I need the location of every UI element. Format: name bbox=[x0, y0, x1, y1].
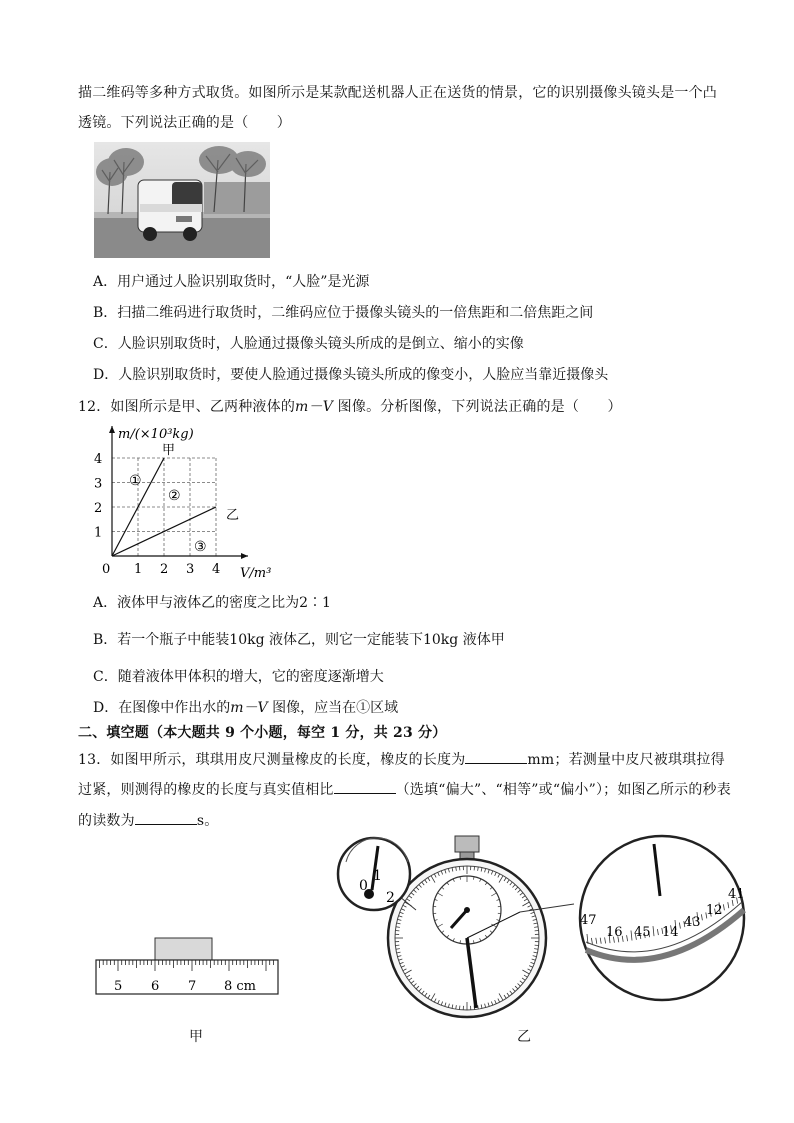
q13-l2-pre: 过紧，则测得的橡皮的长度与真实值相比 bbox=[78, 782, 334, 798]
q13-blank-length[interactable] bbox=[465, 751, 527, 764]
y-tick-label: 2 bbox=[94, 501, 103, 516]
q13-l1-pre: 13．如图甲所示，琪琪用皮尺测量橡皮的长度，橡皮的长度为 bbox=[78, 752, 466, 768]
intro-line-2: 透镜。下列说法正确的是（ ） bbox=[78, 115, 291, 131]
series-label-0: 甲 bbox=[162, 443, 176, 458]
q11-option-d: D．人脸识别取货时，要使人脸通过摄像头镜头所成的像变小，人脸应当靠近摄像头 bbox=[93, 367, 609, 383]
inset-left-label-1: 1 bbox=[373, 868, 382, 884]
q12-stem-math: m－V bbox=[295, 399, 334, 415]
ruler-label-6: 6 bbox=[151, 979, 160, 994]
q13-line-3 bbox=[78, 810, 218, 830]
q13-blank-stopwatch[interactable] bbox=[135, 812, 197, 825]
q13-l3-pre: 的读数为 bbox=[78, 813, 135, 829]
q13-l3-post: s。 bbox=[196, 813, 219, 829]
q12-mv-chart bbox=[88, 420, 298, 586]
inset-left-label-0: 0 bbox=[359, 878, 368, 894]
right-zoom-inset bbox=[580, 836, 744, 1000]
stopwatch-caption: 乙 bbox=[517, 1029, 531, 1045]
q12-option-d bbox=[93, 697, 398, 717]
inset-right-label-43: 43 bbox=[684, 915, 701, 930]
q13-l1-post: mm；若测量中皮尺被琪琪拉得 bbox=[527, 752, 725, 768]
x-tick-label: 3 bbox=[186, 562, 195, 577]
q12-stem bbox=[78, 396, 622, 416]
q13-line-1 bbox=[78, 749, 725, 769]
stopwatch-figure bbox=[336, 832, 750, 1028]
x-axis-arrow bbox=[241, 553, 248, 559]
q11-option-c: C．人脸识别取货时，人脸通过摄像头镜头所成的是倒立、缩小的实像 bbox=[93, 336, 524, 352]
y-tick-label: 4 bbox=[94, 452, 103, 467]
ruler-caption: 甲 bbox=[189, 1029, 203, 1045]
inset-right-label-12: 12 bbox=[706, 903, 723, 918]
q12-option-b: B．若一个瓶子中能装10kg 液体乙，则它一定能装下10kg 液体甲 bbox=[93, 632, 505, 648]
inset-right-label-45: 45 bbox=[634, 925, 651, 940]
x-tick-label: 1 bbox=[134, 562, 143, 577]
x-tick-label: 0 bbox=[102, 562, 111, 577]
inset-left-label-2: 2 bbox=[386, 890, 395, 906]
q13-blank-compare[interactable] bbox=[334, 781, 396, 794]
section-2-title: 二、填空题（本大题共 9 个小题，每空 1 分，共 23 分） bbox=[78, 725, 447, 741]
intro-line-1: 描二维码等多种方式取货。如图所示是某款配送机器人正在送货的情景，它的识别摄像头镜头是一个凸 bbox=[78, 85, 717, 101]
region-label-1: ① bbox=[129, 473, 142, 490]
q12-option-c: C．随着液体甲体积的增大，它的密度逐渐增大 bbox=[93, 669, 384, 685]
region-label-3: ③ bbox=[194, 539, 207, 556]
q12-option-d-post: 图像，应当在①区域 bbox=[267, 700, 399, 716]
q11-option-a: A．用户通过人脸识别取货时，“人脸”是光源 bbox=[93, 274, 370, 290]
q12-stem-pre: 12．如图所示是甲、乙两种液体的 bbox=[78, 399, 296, 415]
y-tick-label: 3 bbox=[94, 476, 103, 492]
ruler-label-5: 5 bbox=[114, 979, 123, 994]
q12-option-d-pre: D．在图像中作出水的 bbox=[93, 700, 231, 716]
x-tick-label: 2 bbox=[160, 562, 169, 577]
q11-option-b: B．扫描二维码进行取货时，二维码应位于摄像头镜头的一倍焦距和二倍焦距之间 bbox=[93, 305, 594, 321]
q13-line-2 bbox=[78, 779, 731, 799]
stopwatch-crown bbox=[455, 836, 479, 852]
series-label-1: 乙 bbox=[226, 508, 240, 523]
inset-right-label-14: 14 bbox=[662, 925, 679, 940]
y-axis-label: m/(×10³kg) bbox=[118, 427, 194, 442]
y-tick-label: 1 bbox=[94, 525, 103, 541]
ruler-figure bbox=[94, 934, 280, 998]
x-axis-label: V/m³ bbox=[240, 566, 272, 581]
region-label-2: ② bbox=[168, 487, 181, 504]
ruler-label-7: 7 bbox=[188, 979, 197, 994]
ruler-label-8cm: 8 cm bbox=[224, 979, 257, 994]
y-axis-arrow bbox=[109, 426, 115, 433]
inset-right-label-41: 41 bbox=[728, 887, 745, 902]
delivery-robot-photo bbox=[94, 142, 270, 258]
eraser-block bbox=[155, 938, 212, 960]
inset-right-label-16: 16 bbox=[606, 925, 623, 940]
q12-option-d-math: m－V bbox=[230, 700, 268, 716]
q13-l2-post: （选填“偏大”、“相等”或“偏小”）；如图乙所示的秒表 bbox=[395, 782, 731, 798]
inset-right-label-47: 47 bbox=[580, 913, 597, 928]
q12-option-a: A．液体甲与液体乙的密度之比为2∶1 bbox=[93, 595, 331, 611]
x-tick-label: 4 bbox=[212, 562, 221, 577]
q12-stem-post: 图像。分析图像，下列说法正确的是（ ） bbox=[333, 399, 622, 415]
